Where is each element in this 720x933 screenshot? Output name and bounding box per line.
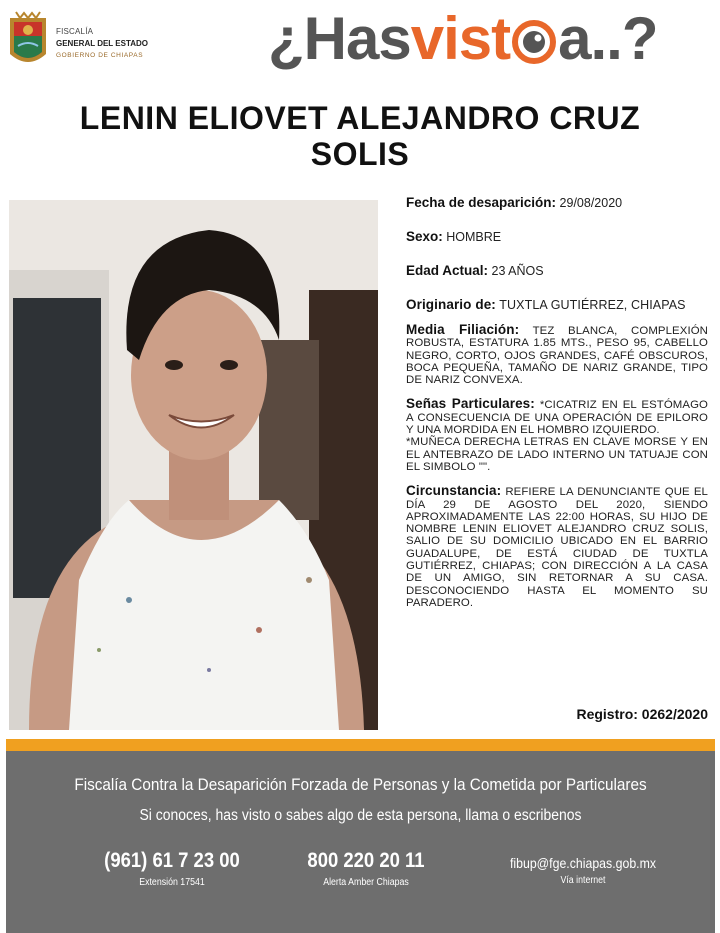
origen-value: TUXTLA GUTIÉRREZ, CHIAPAS [499, 298, 686, 312]
missing-person-name: LENIN ELIOVET ALEJANDRO CRUZ SOLIS [79, 100, 641, 172]
org-line2: GENERAL DEL ESTADO [56, 39, 149, 48]
email-link[interactable]: fibup@fge.chiapas.gob.mx [509, 855, 657, 871]
field-senas [406, 398, 708, 473]
email-note: Vía internet [560, 875, 606, 886]
contact-phone-2 [296, 849, 436, 888]
footer-subtitle: Si conoces, has visto o sabes algo de esta persona, llama o escribenos [139, 807, 582, 824]
filiacion-value: TEZ BLANCA, COMPLEXIÓN ROBUSTA, ESTATURA 1.85 MTS., PESO 95, CABELLO NEGRO, CORTO, OJOS GRANDES, CAFÉ OBSCUROS, BOCA PEQUEÑA, TAMAÑO DE NARIZ GRANDE, TIPO DE NARIZ CONVEXA. [406, 325, 708, 387]
field-circunstancia [406, 485, 708, 609]
edad-label: Edad Actual: [406, 263, 489, 278]
edad-value: 23 AÑOS [491, 264, 544, 278]
brand-part1: ¿Has [268, 5, 411, 72]
eye-icon [511, 10, 557, 56]
brand-part2: vist [410, 5, 511, 72]
details-panel [406, 196, 708, 621]
origen-label: Originario de: [406, 297, 496, 312]
field-sexo [406, 230, 708, 244]
brand-part3: a..? [558, 5, 658, 72]
registro-number: Registro: 0262/2020 [576, 706, 708, 722]
sexo-value: HOMBRE [446, 230, 502, 244]
circ-label: Circunstancia: [406, 483, 502, 499]
field-edad [406, 264, 708, 278]
phone-1-note: Extensión 17541 [139, 877, 205, 888]
circ-value: REFIERE LA DENUNCIANTE QUE EL DÍA 29 DE AGOSTO DEL 2020, SIENDO APROXIMADAMENTE LAS 22:00 HORAS, SU HIJO DE NOMBRE LENIN ELIOVET ALEJANDRO CRUZ SOLIS, SALIO DE SU DOMICILIO UBICADO EN EL BARRIO GUADALUPE, DE ESTÁ CIUDAD DE TUXTLA GUTIÉRREZ, CHIAPAS; CON DIRECCIÓN A LA CASA DE UN AMIGO, SIN RETORNAR A SU CASA. DESCONOCIENDO HASTA EL MOMENTO SU PARADERO. [406, 486, 708, 609]
header [0, 0, 720, 90]
org-name [56, 26, 148, 62]
orange-stripe [6, 739, 715, 751]
contact-email [488, 849, 678, 886]
field-fecha [406, 196, 708, 210]
phone-2[interactable]: 800 220 20 11 [307, 849, 425, 872]
sexo-label: Sexo: [406, 229, 443, 244]
org-line1: FISCALÍA [56, 27, 94, 36]
contact-phone-1 [92, 849, 252, 888]
senas-label: Señas Particulares: [406, 396, 535, 412]
field-originario [406, 298, 708, 312]
footer-title: Fiscalía Contra la Desaparición Forzada de Personas y la Cometida por Particulares [74, 775, 647, 794]
fecha-value: 29/08/2020 [559, 196, 623, 210]
senas-value2: *MUÑECA DERECHA LETRAS EN CLAVE MORSE Y EN EL ANTEBRAZO DE LADO INTERNO UN TATUAJE CON EL SIMBOLO "". [406, 436, 708, 473]
state-seal-icon [6, 10, 50, 72]
senas-value1: *CICATRIZ EN EL ESTÓMAGO A CONSECUENCIA DE UNA OPERACIÓN DE EPILORO Y UNA MORDIDA EN EL HOMBRO IZQUIERDO. [406, 399, 708, 437]
person-photo [9, 200, 378, 730]
filiacion-label: Media Filiación: [406, 322, 520, 337]
campaign-logo [268, 4, 657, 74]
org-line3: GOBIERNO DE CHIAPAS [56, 52, 144, 59]
fecha-label: Fecha de desaparición: [406, 195, 557, 210]
phone-1[interactable]: (961) 61 7 23 00 [104, 849, 240, 872]
field-filiacion [406, 324, 708, 386]
contact-footer [6, 751, 715, 933]
phone-2-note: Alerta Amber Chiapas [323, 877, 409, 888]
